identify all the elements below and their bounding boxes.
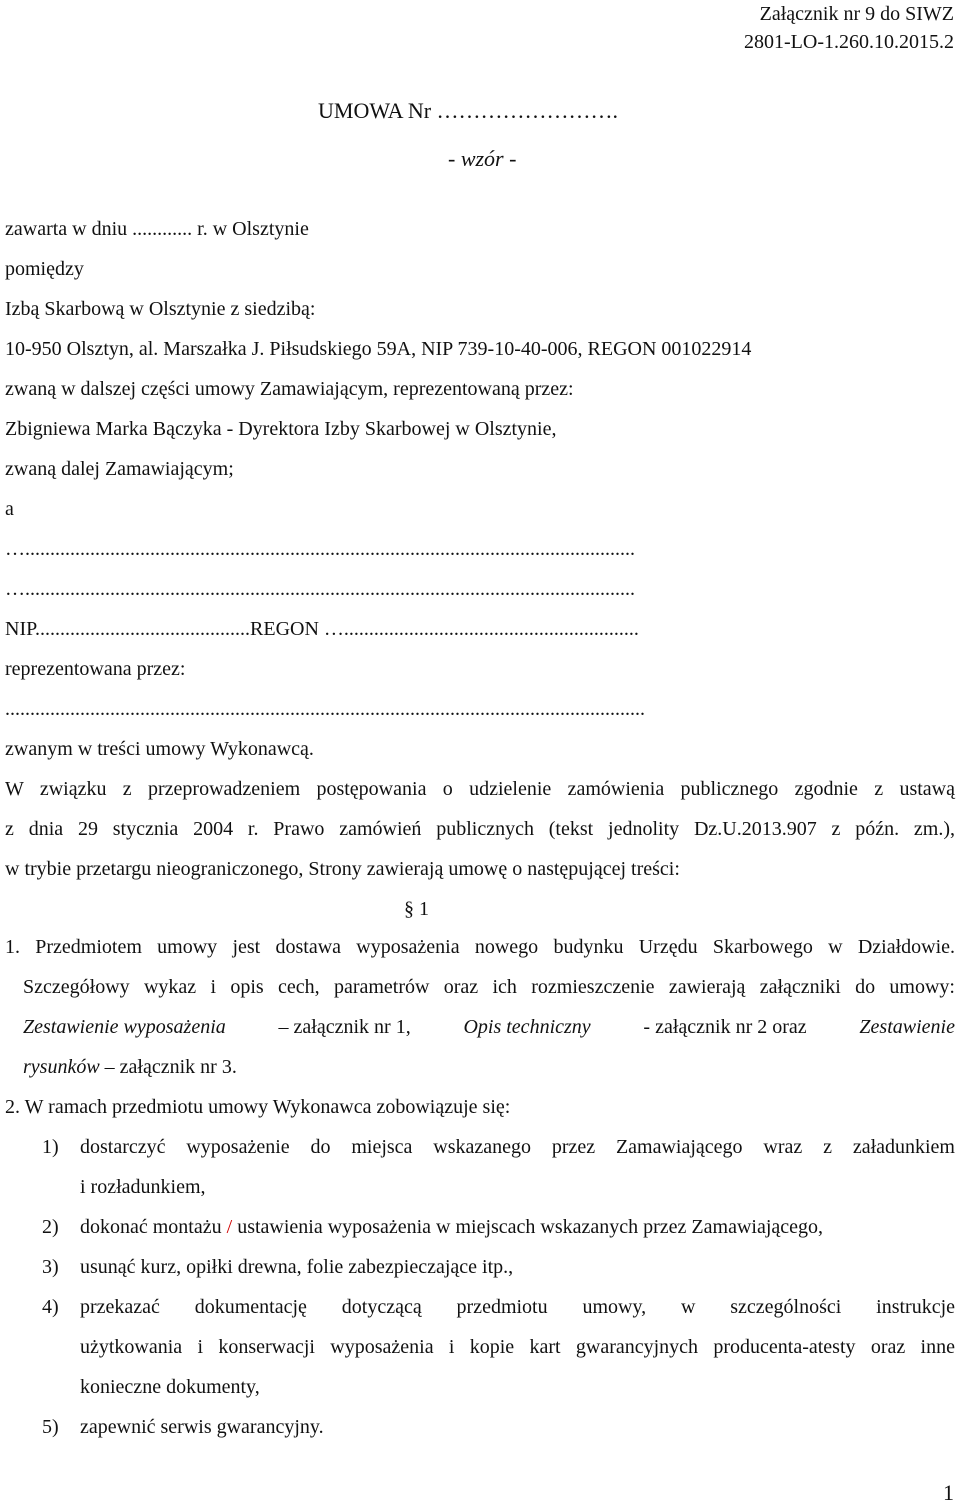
- item-1-number: 1): [42, 1136, 59, 1158]
- intro-line-director: Zbigniewa Marka Bączyka - Dyrektora Izby Skarbowej w Olsztynie,: [5, 418, 557, 440]
- item-4-number: 4): [42, 1296, 59, 1318]
- item-4-line-3: konieczne dokumenty,: [80, 1376, 260, 1398]
- annex-2-title: Opis techniczny: [463, 1016, 591, 1038]
- contract-subtitle: - wzór -: [448, 146, 517, 171]
- document-header: [744, 0, 954, 56]
- item-2-text-b: ustawienia wyposażenia w miejscach wskazanych przez Zamawiającego,: [237, 1216, 824, 1238]
- annex-3-title-part2: rysunków: [23, 1056, 100, 1078]
- page-number: 1: [943, 1480, 954, 1505]
- annex-1-label: – załącznik nr 1,: [278, 1016, 411, 1038]
- subject-line-4: [23, 1056, 237, 1079]
- annex-1-title: Zestawienie wyposażenia: [23, 1016, 226, 1038]
- subject-line-1: 1. Przedmiotem umowy jest dostawa wyposażenia nowego budynku Urzędu Skarbowego w Działdowie.: [5, 936, 955, 958]
- contractor-represented: reprezentowana przez:: [5, 658, 186, 680]
- contractor-representative-placeholder: ................................................................................................................................: [5, 698, 645, 720]
- item-5-number: 5): [42, 1416, 59, 1438]
- item-1-line-1: dostarczyć wyposażenie do miejsca wskazanego przez Zamawiającego wraz z załadunkiem: [80, 1136, 955, 1158]
- annex-2-label: - załącznik nr 2 oraz: [643, 1016, 807, 1038]
- item-2-number: 2): [42, 1216, 59, 1238]
- contractor-name-placeholder: …..........................................................................................................................: [5, 538, 635, 560]
- reference-number: 2801-LO-1.260.10.2015.2: [744, 31, 954, 53]
- intro-line-address: 10-950 Olsztyn, al. Marszałka J. Piłsudskiego 59A, NIP 739-10-40-006, REGON 001022914: [5, 338, 752, 360]
- contract-title: UMOWA Nr …………………….: [318, 98, 619, 123]
- intro-line-and: a: [5, 498, 14, 520]
- annex-label: Załącznik nr 9 do SIWZ: [759, 3, 954, 25]
- item-3-line-1: usunąć kurz, opiłki drewna, folie zabezpieczające itp.,: [80, 1256, 514, 1278]
- preamble-line-2: z dnia 29 stycznia 2004 r. Prawo zamówień publicznych (tekst jednolity Dz.U.2013.907 z późn. zm.),: [5, 818, 955, 840]
- item-2-text-a: dokonać montażu: [80, 1216, 222, 1238]
- obligations-intro: 2. W ramach przedmiotu umowy Wykonawca zobowiązuje się:: [5, 1096, 511, 1118]
- preamble-line-3: w trybie przetargu nieograniczonego, Strony zawierają umowę o następującej treści:: [5, 858, 680, 880]
- intro-line-date: zawarta w dniu ............ r. w Olsztynie: [5, 218, 309, 240]
- contractor-called: zwanym w treści umowy Wykonawcą.: [5, 738, 314, 760]
- contractor-address-placeholder: …..........................................................................................................................: [5, 578, 635, 600]
- contractor-nip-regon: NIP...........................................REGON …...........................................................: [5, 618, 639, 640]
- section-1-heading: § 1: [404, 898, 429, 920]
- item-4-line-2: użytkowania i konserwacji wyposażenia i kopie kart gwarancyjnych producenta-atesty oraz inne: [80, 1336, 955, 1358]
- item-4-line-1: przekazać dokumentację dotyczącą przedmiotu umowy, w szczególności instrukcje: [80, 1296, 955, 1318]
- preamble-line-1: W związku z przeprowadzeniem postępowania o udzielenie zamówienia publicznego zgodnie z ustawą: [5, 778, 955, 800]
- item-5-line-1: zapewnić serwis gwarancyjny.: [80, 1416, 324, 1438]
- intro-line-represented: zwaną w dalszej części umowy Zamawiającym, reprezentowaną przez:: [5, 378, 574, 400]
- item-3-number: 3): [42, 1256, 59, 1278]
- intro-line-called: zwaną dalej Zamawiającym;: [5, 458, 234, 480]
- item-2-line-1: [80, 1216, 823, 1239]
- item-2-slash: /: [226, 1216, 233, 1238]
- annex-3-label: – załącznik nr 3.: [104, 1056, 237, 1078]
- subject-line-2: Szczegółowy wykaz i opis cech, parametrów oraz ich rozmieszczenie zawierają załączniki do umowy:: [23, 976, 955, 998]
- annex-3-title-part1: Zestawienie: [859, 1016, 955, 1038]
- subject-line-3: [23, 1016, 955, 1039]
- item-1-line-2: i rozładunkiem,: [80, 1176, 206, 1198]
- intro-line-office: Izbą Skarbową w Olsztynie z siedzibą:: [5, 298, 316, 320]
- intro-line-between: pomiędzy: [5, 258, 84, 280]
